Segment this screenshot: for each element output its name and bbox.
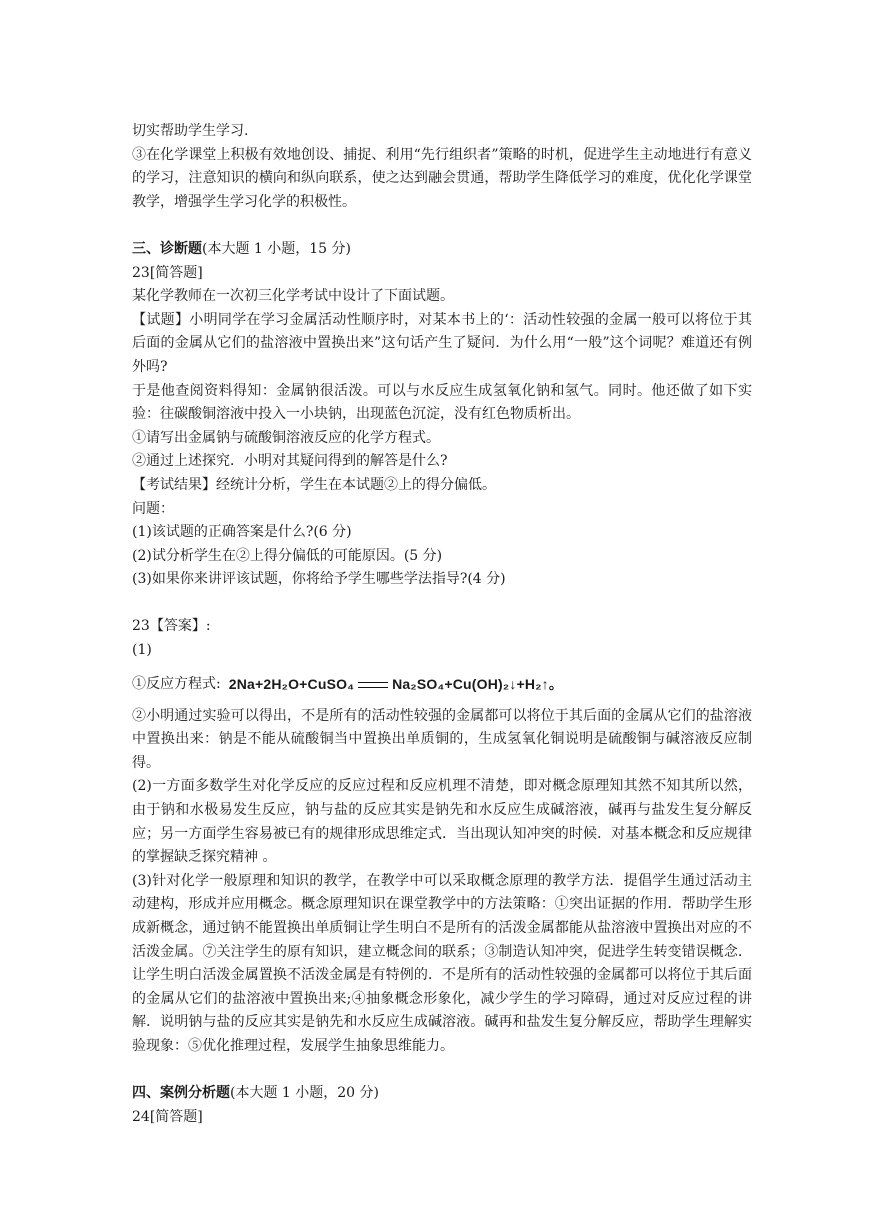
section-title: 四、案例分析题 [132,1085,230,1102]
answer-paragraph: (3)针对化学一般原理和知识的教学，在教学中可以采取概念原理的教学方法．提倡学生通过活动主动建构，形成并应用概念。概念原理知识在课堂教学中的方法策略：①突出证据的作用．帮助学生形成新概念，通过钠不能置换出单质铜让学生明白不是所有的活泼金属都能从盐溶液中置换出对应的不活泼金属。⑦关注学生的原有知识，建立概念间的联系；③制造认知冲突，促进学生转变错误概念．让学生明白活泼金属置换不活泼金属是有特例的．不是所有的活动性较强的金属都可以将位于其后面的金属从它们的盐溶液中置换出来;④抽象概念形象化，减少学生的学习障碍，通过对反应过程的讲解．说明钠与盐的反应其实是钠先和水反应生成碱溶液。碱再和盐发生复分解反应，帮助学生理解实验现象：⑤优化推理过程，发展学生抽象思维能力。 [132,872,752,1054]
equation-left: 2Na+2H₂O+CuSO₄ [228,675,355,692]
equals-sign-icon [358,682,388,688]
question-item: (2)试分析学生在②上得分偏低的可能原因。(5 分) [132,547,443,564]
result-text: 【考试结果】经统计分析，学生在本试题②上的得分偏低。 [132,476,496,493]
question-id: 24[简答题] [132,1108,203,1125]
answer-part: (1) [132,642,152,659]
equation-right: Na₂SO₄+Cu(OH)₂↓+H₂↑。 [392,675,564,692]
text-paragraph: ③在化学课堂上积极有效地创设、捕捉、利用“先行组织者”策略的时机，促进学生主动地进行有意义的学习，注意知识的横向和纵向联系，使之达到融会贯通，帮助学生降低学习的难度，优化化学课堂教学，增强学生学习化学的积极性。 [132,146,752,210]
question-item: (3)如果你来讲评该试题，你将给予学生哪些学法指导?(4 分) [132,571,506,588]
equation-label: ①反应方程式: [132,675,221,692]
answer-label: 23【答案】: [132,618,211,635]
info-text: 于是他查阅资料得知：金属钠很活泼。可以与水反应生成氢氧化钠和氢气。同时。他还做了如下实验：往碳酸铜溶液中投入一小块钠，出现蓝色沉淀，没有红色物质析出。 [132,382,752,423]
section-meta: (本大题 1 小题，20 分) [230,1085,379,1102]
trial-text: 【试题】小明同学在学习金属活动性顺序时，对某本书上的‘：活动性较强的金属一般可以将位于其后面的金属从它们的盐溶液中置换出来”这句话产生了疑问．为什么用“一般”这个词呢？难道还有例外吗? [132,311,752,375]
sub-question: ①请写出金属钠与硫酸铜溶液反应的化学方程式。 [132,429,440,446]
text-line: 切实帮助学生学习. [132,123,249,139]
answer-paragraph: ②小明通过实验可以得出，不是所有的活动性较强的金属都可以将位于其后面的金属从它们的盐溶液中置换出来：钠是不能从硫酸铜当中置换出单质铜的，生成氢氧化铜说明是硫酸铜与碱溶液反应制得。 [132,707,752,771]
equation-line [132,667,752,703]
document-page [132,120,752,1129]
question-intro: 某化学教师在一次初三化学考试中设计了下面试题。 [132,288,454,305]
section-heading [132,1082,752,1106]
answer-paragraph: (2)一方面多数学生对化学反应的反应过程和反应机理不清楚，即对概念原理知其然不知其所以然，由于钠和水极易发生反应，钠与盐的反应其实是钠先和水反应生成碱溶液，碱再与盐发生复分解反应；另一方面学生容易被已有的规律形成思维定式．当出现认知冲突的时候．对基本概念和反应规律的掌握缺乏探究精神 。 [132,778,752,866]
section-heading [132,238,752,262]
chemical-equation [229,673,563,697]
questions-label: 问题： [132,500,174,517]
question-item: (1)该试题的正确答案是什么?(6 分) [132,524,352,541]
sub-question: ②通过上述探究．小明对其疑问得到的解答是什么? [132,453,448,470]
section-meta: (本大题 1 小题，15 分) [202,240,351,257]
question-id: 23[简答题] [132,264,203,281]
section-title: 三、诊断题 [132,240,202,257]
